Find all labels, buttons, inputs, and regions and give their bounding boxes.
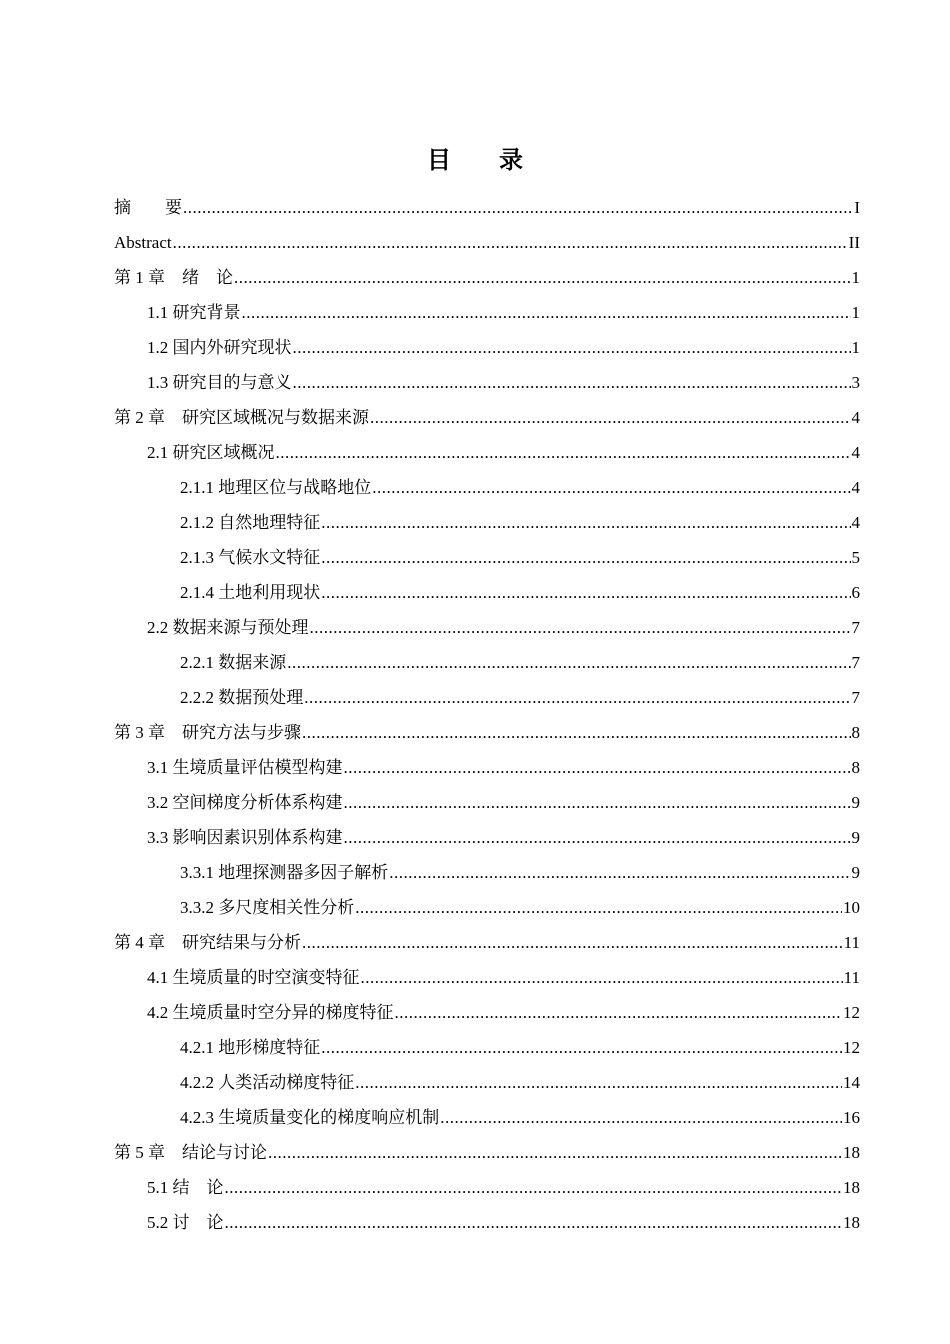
toc-leader-dots bbox=[440, 1100, 842, 1135]
toc-entry[interactable] bbox=[114, 890, 860, 925]
toc-entry[interactable] bbox=[114, 645, 860, 680]
toc-entry-label: 2.1.1 地理区位与战略地位 bbox=[180, 478, 372, 497]
toc-entry[interactable] bbox=[114, 365, 860, 400]
toc-leader-dots bbox=[287, 645, 850, 680]
toc-entry[interactable] bbox=[114, 505, 860, 540]
toc-entry-label: 第 4 章 研究结果与分析 bbox=[114, 933, 301, 952]
toc-entry-label: 2.2 数据来源与预处理 bbox=[147, 618, 309, 637]
toc-entry[interactable] bbox=[114, 575, 860, 610]
toc-entry-page-number: 9 bbox=[851, 828, 860, 847]
toc-entry-page-number: 4 bbox=[851, 478, 860, 497]
toc-entry-label: Abstract bbox=[114, 233, 172, 252]
toc-leader-dots bbox=[321, 505, 850, 540]
toc-leader-dots bbox=[321, 540, 850, 575]
toc-entry[interactable] bbox=[114, 470, 860, 505]
toc-entry-label: 2.1.2 自然地理特征 bbox=[180, 513, 321, 532]
toc-entry-label: 第 3 章 研究方法与步骤 bbox=[114, 723, 301, 742]
toc-entry-label: 1.1 研究背景 bbox=[147, 303, 241, 322]
toc-leader-dots bbox=[344, 750, 851, 785]
toc-leader-dots bbox=[344, 820, 851, 855]
toc-leader-dots bbox=[302, 715, 851, 750]
toc-leader-dots bbox=[302, 925, 843, 960]
toc-leader-dots bbox=[234, 260, 851, 295]
toc-leader-dots bbox=[389, 855, 850, 890]
toc-entry-page-number: 18 bbox=[843, 1143, 860, 1162]
toc-entry-page-number: 18 bbox=[843, 1213, 860, 1232]
toc-entry-page-number: 12 bbox=[843, 1038, 860, 1057]
toc-entry-page-number: 3 bbox=[851, 373, 860, 392]
toc-leader-dots bbox=[370, 400, 851, 435]
toc-entry-page-number: 16 bbox=[843, 1108, 860, 1127]
toc-entry-page-number: 14 bbox=[843, 1073, 860, 1092]
toc-entry-label: 2.1.4 土地利用现状 bbox=[180, 583, 321, 602]
toc-entry-page-number: 4 bbox=[851, 513, 860, 532]
toc-entry-label: 第 1 章 绪 论 bbox=[114, 268, 233, 287]
toc-entry-label: 3.3 影响因素识别体系构建 bbox=[147, 828, 343, 847]
toc-entry-label: 2.2.1 数据来源 bbox=[180, 653, 287, 672]
toc-entry-page-number: 7 bbox=[851, 653, 860, 672]
table-of-contents bbox=[114, 190, 860, 1240]
toc-entry-page-number: 10 bbox=[843, 898, 860, 917]
toc-entry-label: 4.2 生境质量时空分异的梯度特征 bbox=[147, 1003, 394, 1022]
toc-entry-label: 2.2.2 数据预处理 bbox=[180, 688, 304, 707]
toc-entry-label: 5.1 结 论 bbox=[147, 1178, 224, 1197]
toc-entry-page-number: 18 bbox=[843, 1178, 860, 1197]
toc-entry-page-number: 1 bbox=[851, 338, 860, 357]
toc-entry[interactable] bbox=[114, 1065, 860, 1100]
toc-entry-label: 3.2 空间梯度分析体系构建 bbox=[147, 793, 343, 812]
toc-leader-dots bbox=[321, 575, 850, 610]
toc-leader-dots bbox=[355, 890, 842, 925]
toc-entry[interactable] bbox=[114, 715, 860, 750]
toc-entry[interactable] bbox=[114, 1170, 860, 1205]
toc-entry-label: 4.1 生境质量的时空演变特征 bbox=[147, 968, 360, 987]
toc-entry[interactable] bbox=[114, 750, 860, 785]
toc-leader-dots bbox=[183, 190, 853, 225]
toc-leader-dots bbox=[276, 435, 851, 470]
toc-entry-label: 1.3 研究目的与意义 bbox=[147, 373, 292, 392]
toc-leader-dots bbox=[242, 295, 851, 330]
toc-entry[interactable] bbox=[114, 225, 860, 260]
toc-entry[interactable] bbox=[114, 1030, 860, 1065]
toc-entry-page-number: 7 bbox=[851, 688, 860, 707]
toc-entry[interactable] bbox=[114, 995, 860, 1030]
toc-entry[interactable] bbox=[114, 190, 860, 225]
toc-entry-label: 3.1 生境质量评估模型构建 bbox=[147, 758, 343, 777]
toc-entry-page-number: II bbox=[848, 233, 860, 252]
toc-entry[interactable] bbox=[114, 925, 860, 960]
toc-leader-dots bbox=[361, 960, 843, 995]
toc-leader-dots bbox=[355, 1065, 842, 1100]
toc-leader-dots bbox=[344, 785, 851, 820]
toc-entry-label: 第 5 章 结论与讨论 bbox=[114, 1143, 267, 1162]
toc-entry-label: 3.3.2 多尺度相关性分析 bbox=[180, 898, 355, 917]
toc-entry[interactable] bbox=[114, 435, 860, 470]
toc-entry-label: 4.2.3 生境质量变化的梯度响应机制 bbox=[180, 1108, 440, 1127]
toc-entry[interactable] bbox=[114, 855, 860, 890]
toc-entry-label: 4.2.2 人类活动梯度特征 bbox=[180, 1073, 355, 1092]
toc-entry[interactable] bbox=[114, 1100, 860, 1135]
toc-entry-page-number: 4 bbox=[851, 408, 860, 427]
toc-entry-page-number: 1 bbox=[851, 303, 860, 322]
toc-leader-dots bbox=[321, 1030, 842, 1065]
toc-entry[interactable] bbox=[114, 330, 860, 365]
toc-entry-label: 2.1.3 气候水文特征 bbox=[180, 548, 321, 567]
toc-leader-dots bbox=[268, 1135, 842, 1170]
toc-entry-page-number: 9 bbox=[851, 863, 860, 882]
page-title: 目 录 bbox=[427, 146, 523, 174]
toc-leader-dots bbox=[372, 470, 850, 505]
toc-entry[interactable] bbox=[114, 1205, 860, 1240]
toc-leader-dots bbox=[225, 1205, 843, 1240]
toc-entry-label: 第 2 章 研究区域概况与数据来源 bbox=[114, 408, 369, 427]
toc-entry-page-number: 1 bbox=[851, 268, 860, 287]
toc-entry[interactable] bbox=[114, 540, 860, 575]
toc-entry[interactable] bbox=[114, 785, 860, 820]
toc-entry[interactable] bbox=[114, 295, 860, 330]
toc-entry[interactable] bbox=[114, 1135, 860, 1170]
toc-leader-dots bbox=[310, 610, 851, 645]
toc-entry-label: 3.3.1 地理探测器多因子解析 bbox=[180, 863, 389, 882]
toc-entry-page-number: 5 bbox=[851, 548, 860, 567]
toc-entry[interactable] bbox=[114, 400, 860, 435]
toc-entry-page-number: I bbox=[854, 198, 860, 217]
toc-entry[interactable] bbox=[114, 820, 860, 855]
toc-leader-dots bbox=[293, 365, 851, 400]
toc-entry-label: 1.2 国内外研究现状 bbox=[147, 338, 292, 357]
toc-entry-label: 摘 要 bbox=[114, 198, 182, 217]
toc-entry-label: 2.1 研究区域概况 bbox=[147, 443, 275, 462]
toc-entry[interactable] bbox=[114, 260, 860, 295]
toc-entry-page-number: 6 bbox=[851, 583, 860, 602]
toc-leader-dots bbox=[293, 330, 851, 365]
toc-entry-page-number: 11 bbox=[843, 968, 860, 987]
toc-entry-label: 5.2 讨 论 bbox=[147, 1213, 224, 1232]
toc-leader-dots bbox=[395, 995, 843, 1030]
toc-leader-dots bbox=[225, 1170, 843, 1205]
toc-entry[interactable] bbox=[114, 960, 860, 995]
toc-entry-page-number: 7 bbox=[851, 618, 860, 637]
toc-entry-page-number: 8 bbox=[851, 723, 860, 742]
toc-leader-dots bbox=[173, 225, 848, 260]
toc-entry-page-number: 11 bbox=[843, 933, 860, 952]
toc-entry-page-number: 4 bbox=[851, 443, 860, 462]
toc-leader-dots bbox=[304, 680, 850, 715]
toc-entry[interactable] bbox=[114, 680, 860, 715]
toc-entry[interactable] bbox=[114, 610, 860, 645]
toc-entry-page-number: 9 bbox=[851, 793, 860, 812]
toc-entry-page-number: 8 bbox=[851, 758, 860, 777]
toc-entry-page-number: 12 bbox=[843, 1003, 860, 1022]
toc-entry-label: 4.2.1 地形梯度特征 bbox=[180, 1038, 321, 1057]
